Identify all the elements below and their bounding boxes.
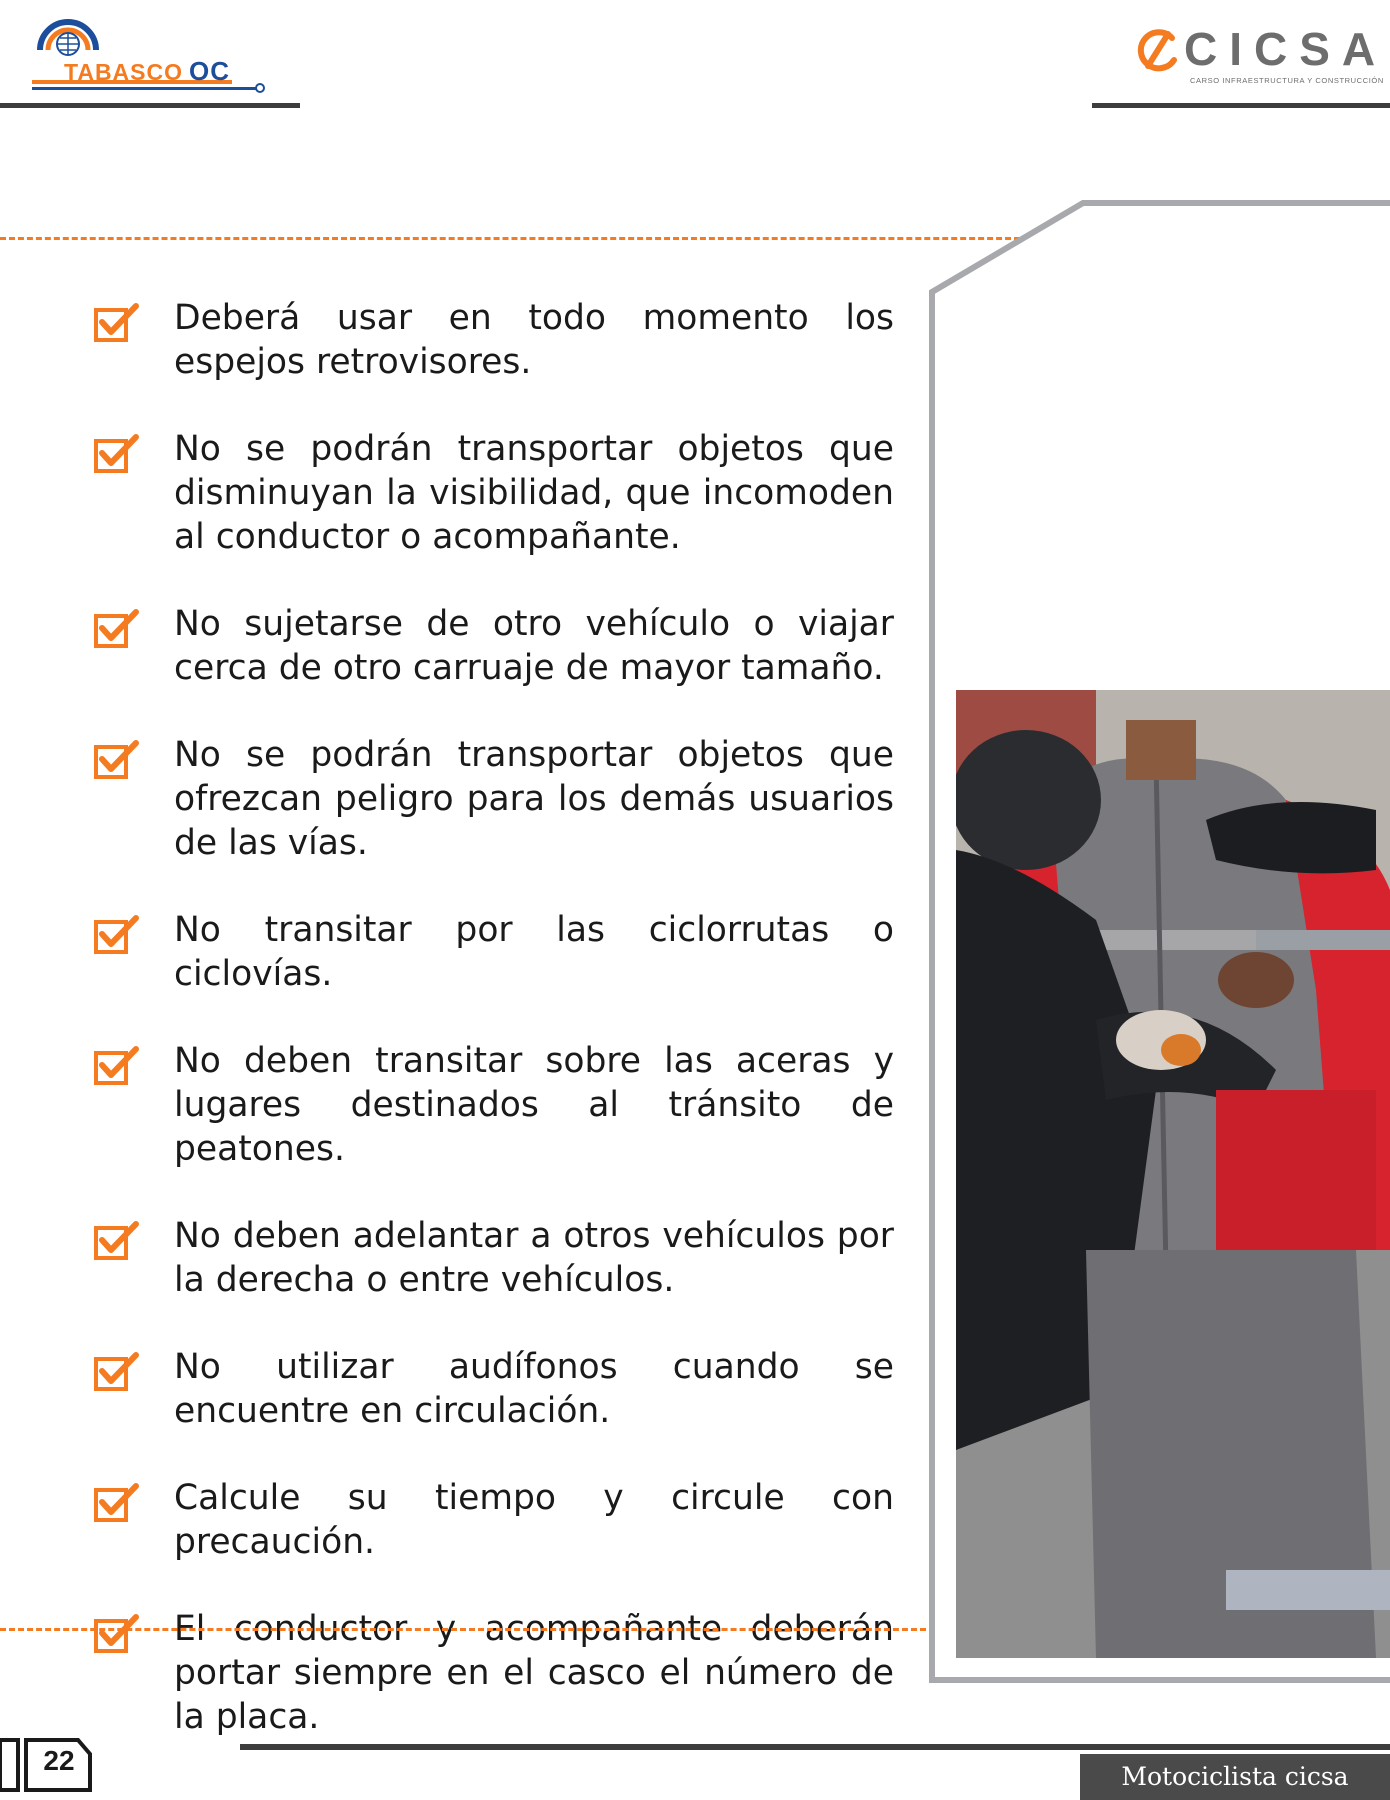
cicsa-logo [1132, 22, 1388, 92]
checkbox-checked-icon [94, 914, 142, 954]
header-rule-right [1092, 103, 1390, 108]
tabasco-word: TABASCO [64, 59, 184, 85]
checkbox-checked-icon [94, 1045, 142, 1085]
checkbox-checked-icon [94, 1613, 142, 1653]
checkbox-checked-icon [94, 739, 142, 779]
checkbox-checked-icon [94, 433, 142, 473]
motorcyclist-illustration [956, 690, 1390, 1658]
footer-label-box [1080, 1754, 1390, 1800]
rule-text: El conductor y acompañante deberán portar siempre en el casco el número de la placa. [174, 1609, 894, 1737]
footer-label: Motociclista cicsa [1121, 1762, 1349, 1791]
motorcyclist-photo [956, 690, 1390, 1658]
rules-checklist [94, 296, 894, 1782]
rule-text: Deberá usar en todo momento los espejos retrovisores. [174, 298, 894, 382]
list-item [94, 1476, 894, 1564]
page-number: 22 [43, 1745, 75, 1776]
tabasco-oc-logo [30, 12, 270, 98]
rule-text: Calcule su tiempo y circule con precaución. [174, 1478, 894, 1562]
checkbox-checked-icon [94, 302, 142, 342]
list-item [94, 296, 894, 384]
checkbox-checked-icon [94, 1482, 142, 1522]
list-item [94, 1039, 894, 1171]
rule-text: No deben adelantar a otros vehículos por la derecha o entre vehículos. [174, 1216, 894, 1300]
list-item [94, 733, 894, 865]
rule-text: No se podrán transportar objetos que ofrezcan peligro para los demás usuarios de las vías. [174, 735, 894, 863]
oc-word: OC [189, 56, 231, 86]
dashed-separator-top [0, 237, 1020, 240]
header-rule-left [0, 103, 300, 108]
list-item [94, 1214, 894, 1302]
cicsa-tagline: CARSO INFRAESTRUCTURA Y CONSTRUCCIÓN [1190, 76, 1384, 85]
cicsa-name: CICSA [1184, 23, 1388, 75]
footer-rule [240, 1744, 1390, 1750]
list-item [94, 908, 894, 996]
list-item [94, 602, 894, 690]
checkbox-checked-icon [94, 1220, 142, 1260]
rule-text: No utilizar audífonos cuando se encuentre en circulación. [174, 1347, 894, 1431]
rule-text: No sujetarse de otro vehículo o viajar cerca de otro carruaje de mayor tamaño. [174, 604, 894, 688]
rule-text: No deben transitar sobre las aceras y lugares destinados al tránsito de peatones. [174, 1041, 894, 1169]
list-item [94, 1607, 894, 1739]
checkbox-checked-icon [94, 1351, 142, 1391]
rule-text: No se podrán transportar objetos que disminuyan la visibilidad, que incomoden al conductor o acompañante. [174, 429, 894, 557]
checkbox-checked-icon [94, 608, 142, 648]
list-item [94, 427, 894, 559]
rule-text: No transitar por las ciclorrutas o ciclovías. [174, 910, 894, 994]
tabasco-logo-text [64, 56, 230, 87]
list-item [94, 1345, 894, 1433]
dashed-separator-bottom [0, 1628, 935, 1631]
cicsa-mark-icon [1132, 26, 1182, 76]
